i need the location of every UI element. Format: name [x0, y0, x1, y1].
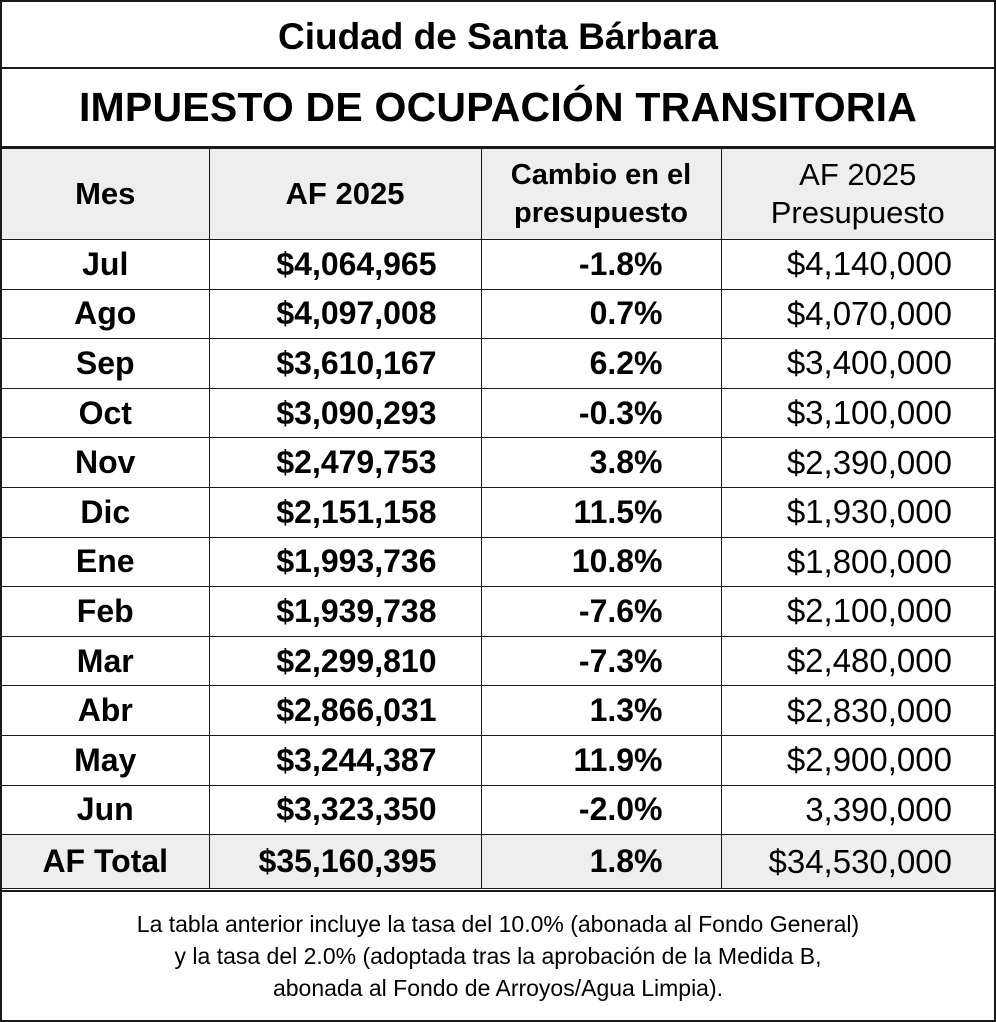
tax-title: IMPUESTO DE OCUPACIÓN TRANSITORIA — [2, 69, 994, 148]
month-cell: Feb — [2, 587, 209, 637]
budget-change-cell: -2.0% — [481, 785, 721, 835]
table-row — [2, 636, 994, 686]
budget-cell: $2,100,000 — [721, 587, 994, 637]
footnote — [2, 890, 994, 1020]
table-row — [2, 587, 994, 637]
table-row — [2, 289, 994, 339]
footnote-line: y la tasa del 2.0% (adoptada tras la aprobación de la Medida B, — [174, 943, 822, 969]
month-cell: Ene — [2, 537, 209, 587]
total-budget-change-cell: 1.8% — [481, 835, 721, 889]
budget-cell: $2,830,000 — [721, 686, 994, 736]
budget-cell: $3,100,000 — [721, 388, 994, 438]
column-header-month: Mes — [2, 149, 209, 240]
af-2025-cell: $1,939,738 — [209, 587, 481, 637]
table-row — [2, 487, 994, 537]
month-cell: Mar — [2, 636, 209, 686]
budget-change-cell: 1.3% — [481, 686, 721, 736]
table-row — [2, 686, 994, 736]
budget-change-cell: 11.9% — [481, 735, 721, 785]
budget-change-cell: 11.5% — [481, 487, 721, 537]
table-header-row — [2, 149, 994, 240]
budget-cell: $2,900,000 — [721, 735, 994, 785]
table-row — [2, 438, 994, 488]
af-2025-cell: $3,323,350 — [209, 785, 481, 835]
month-cell: Ago — [2, 289, 209, 339]
table-row — [2, 785, 994, 835]
budget-change-cell: 6.2% — [481, 339, 721, 389]
budget-change-cell: -7.3% — [481, 636, 721, 686]
month-cell: Oct — [2, 388, 209, 438]
af-2025-cell: $2,299,810 — [209, 636, 481, 686]
budget-cell: $1,800,000 — [721, 537, 994, 587]
table-row — [2, 537, 994, 587]
footnote-line: La tabla anterior incluye la tasa del 10.0% (abonada al Fondo General) — [136, 911, 860, 937]
table-total-row — [2, 835, 994, 889]
af-2025-cell: $4,097,008 — [209, 289, 481, 339]
af-2025-cell: $2,479,753 — [209, 438, 481, 488]
af-2025-cell: $2,866,031 — [209, 686, 481, 736]
month-cell: May — [2, 735, 209, 785]
af-2025-cell: $3,244,387 — [209, 735, 481, 785]
total-budget-cell: $34,530,000 — [721, 835, 994, 889]
budget-cell: $4,140,000 — [721, 240, 994, 290]
month-cell: Nov — [2, 438, 209, 488]
af-2025-cell: $3,610,167 — [209, 339, 481, 389]
budget-cell: $3,400,000 — [721, 339, 994, 389]
af-2025-cell: $1,993,736 — [209, 537, 481, 587]
column-header-budget-change: Cambio en el presupuesto — [481, 149, 721, 240]
table-row — [2, 735, 994, 785]
month-cell: Sep — [2, 339, 209, 389]
budget-change-cell: -7.6% — [481, 587, 721, 637]
month-cell: Abr — [2, 686, 209, 736]
budget-change-cell: 0.7% — [481, 289, 721, 339]
budget-change-cell: -0.3% — [481, 388, 721, 438]
city-title: Ciudad de Santa Bárbara — [2, 6, 994, 69]
table-row — [2, 240, 994, 290]
budget-change-cell: 3.8% — [481, 438, 721, 488]
column-header-af-2025-budget: AF 2025 Presupuesto — [721, 149, 994, 240]
table-row — [2, 388, 994, 438]
budget-cell: 3,390,000 — [721, 785, 994, 835]
budget-change-cell: 10.8% — [481, 537, 721, 587]
total-af-2025-cell: $35,160,395 — [209, 835, 481, 889]
budget-change-cell: -1.8% — [481, 240, 721, 290]
month-cell: Jun — [2, 785, 209, 835]
revenue-table — [2, 148, 994, 889]
af-2025-cell: $2,151,158 — [209, 487, 481, 537]
budget-cell: $1,930,000 — [721, 487, 994, 537]
month-cell: Jul — [2, 240, 209, 290]
month-cell: Dic — [2, 487, 209, 537]
af-2025-cell: $4,064,965 — [209, 240, 481, 290]
table-row — [2, 339, 994, 389]
footnote-line: abonada al Fondo de Arroyos/Agua Limpia). — [272, 975, 724, 1001]
total-label-cell: AF Total — [2, 835, 209, 889]
budget-cell: $2,390,000 — [721, 438, 994, 488]
column-header-af-2025: AF 2025 — [209, 149, 481, 240]
af-2025-cell: $3,090,293 — [209, 388, 481, 438]
budget-cell: $4,070,000 — [721, 289, 994, 339]
budget-cell: $2,480,000 — [721, 636, 994, 686]
